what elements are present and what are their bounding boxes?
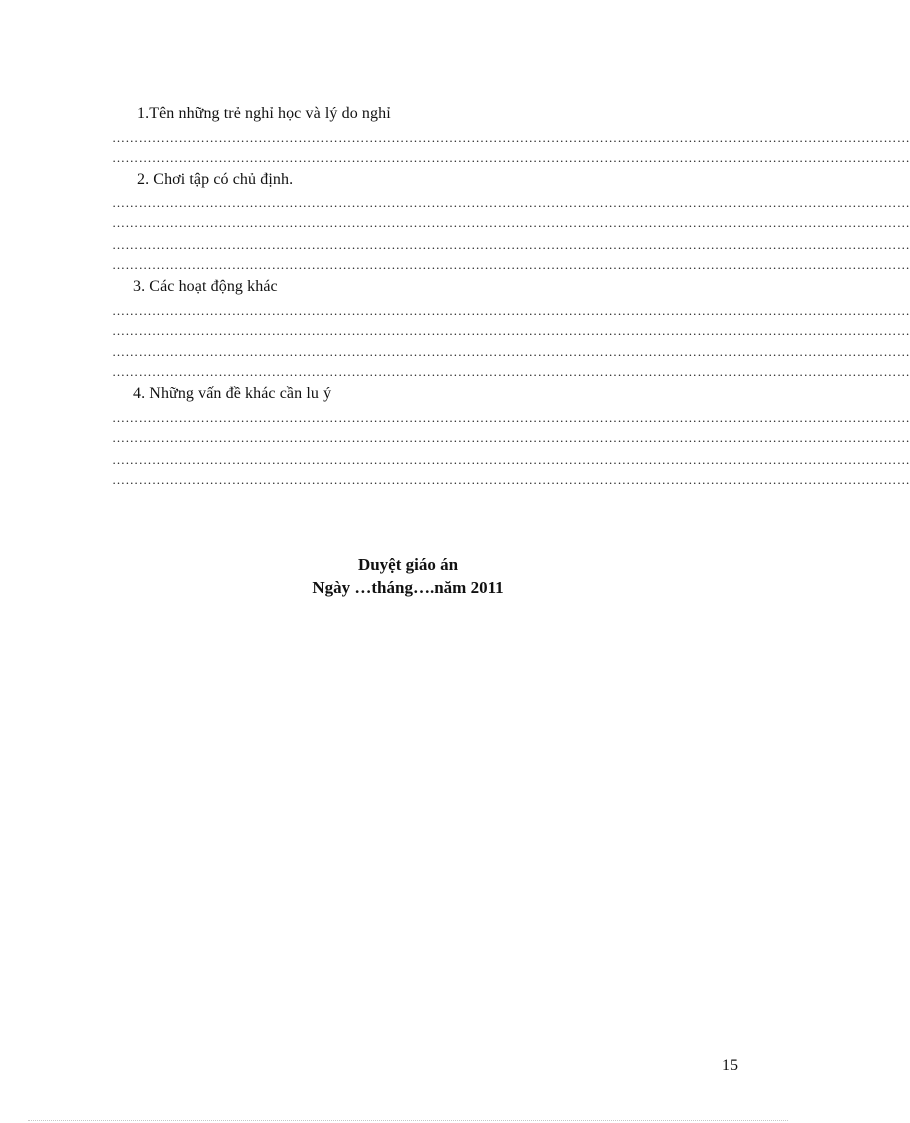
section-4-fill-line-3: ……………………………………………………………………………………………………………………………………………………………… (112, 452, 910, 467)
section-1-heading: 1.Tên những trẻ nghỉ học và lý do nghỉ (137, 105, 391, 122)
section-2-fill-line-3: ……………………………………………………………………………………………………………………………………………………………… (112, 237, 910, 252)
section-2-fill-line-1: ……………………………………………………………………………………………………………………………………………………………… (112, 195, 910, 210)
approval-date: Ngày …tháng….năm 2011 (312, 578, 504, 597)
page-number: 15 (722, 1057, 738, 1074)
section-4-fill-line-2: ……………………………………………………………………………………………………………………………………………………………… (112, 430, 910, 445)
section-4-heading: 4. Những vấn đề khác cần lu ý (133, 385, 332, 402)
section-4-fill-line-4: ……………………………………………………………………………………………………………………………………………………………… (112, 472, 910, 487)
section-3-fill-line-2: ……………………………………………………………………………………………………………………………………………………………… (112, 323, 910, 338)
section-3-heading: 3. Các hoạt động khác (133, 278, 278, 295)
section-2-heading: 2. Chơi tập có chủ định. (137, 171, 294, 188)
section-3-fill-line-4: ……………………………………………………………………………………………………………………………………………………………… (112, 364, 910, 379)
section-1-fill-line-1: ……………………………………………………………………………………………………………………………………………………………… (112, 130, 910, 145)
approval-title: Duyệt giáo án (357, 555, 459, 574)
bottom-divider (28, 1120, 788, 1121)
section-1-fill-line-2: ……………………………………………………………………………………………………………………………………………………………… (112, 150, 910, 165)
section-4-fill-line-1: ……………………………………………………………………………………………………………………………………………………………… (112, 410, 910, 425)
section-2-fill-line-4: ……………………………………………………………………………………………………………………………………………………………… (112, 257, 910, 272)
section-2-fill-line-2: ……………………………………………………………………………………………………………………………………………………………… (112, 215, 910, 230)
section-3-fill-line-3: ……………………………………………………………………………………………………………………………………………………………… (112, 344, 910, 359)
section-3-fill-line-1: ……………………………………………………………………………………………………………………………………………………………… (112, 303, 910, 318)
